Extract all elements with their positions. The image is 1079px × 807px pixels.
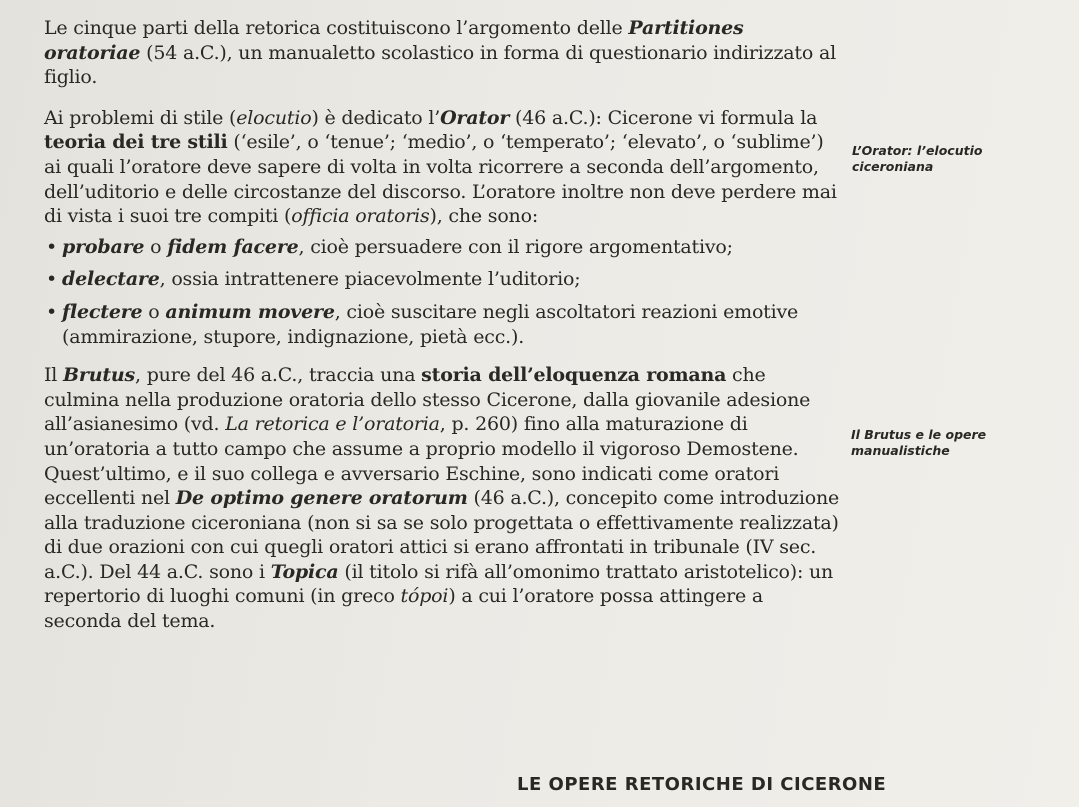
work-title: Orator — [440, 106, 510, 129]
term: fidem facere — [167, 235, 299, 258]
text: ), che sono: — [429, 205, 539, 228]
text: , cioè suscitare negli ascoltatori reazioni emotive (ammirazione, stupore, indignazione, pietà ecc.). — [62, 300, 799, 348]
work-title: Partitiones oratoriae — [44, 17, 744, 64]
text: , pure del 46 a.C., traccia una — [135, 364, 422, 387]
text: Ai problemi di stile ( — [44, 106, 237, 129]
text: , p. 260) fino alla maturazione di un’oratoria a tutto campo che assume a proprio modello il vigoroso Demostene. — [44, 413, 799, 460]
text: (46 a.C.): Cicerone vi formula la — [509, 106, 818, 129]
work-title: De optimo genere oratorum — [175, 487, 468, 510]
greek-term: tópoi — [400, 585, 449, 608]
latin-term: officia oratoris — [291, 205, 430, 228]
key-concept: storia dell’eloquenza romana — [421, 364, 727, 387]
sidenote-orator: L’Orator: l’elocutio ciceroniana — [852, 143, 983, 174]
officia-list — [44, 235, 844, 349]
list-item — [44, 235, 844, 260]
paragraph-brutus — [44, 363, 844, 461]
text: (46 a.C.), concepito come introduzione alla traduzione ciceroniana (non si sa se solo progettata o effettivamente realizzata) di due orazioni con cui quegli oratori attici si erano affrontati in tribunale (IV sec. a.C.). Del 44 a.C. sono i — [44, 487, 840, 583]
text: ) è dedicato l’ — [311, 106, 441, 129]
text: ) a cui l’oratore possa attingere a seconda del tema. — [44, 585, 764, 633]
text: Quest’ultimo, e il suo collega e avversario Eschine, sono indicati come oratori eccellenti nel — [44, 462, 780, 510]
text: , ossia intrattenere piacevolmente l’uditorio; — [159, 268, 581, 291]
term: animum movere — [165, 300, 335, 323]
cross-reference: La retorica e l’oratoria — [225, 413, 440, 436]
work-title: Topica — [270, 560, 339, 583]
paragraph-de-optimo — [44, 462, 844, 634]
text: (‘esile’, o ‘tenue’; ‘medio’, o ‘temperato’; ‘elevato’, o ‘sublime’) ai quali l’oratore deve sapere di volta in volta ricorrere a seconda dell’argomento, dell’uditorio e delle circostanze del discorso. L’oratore inoltre non deve perdere mai di vista i suoi tre compiti ( — [44, 131, 837, 228]
list-item — [44, 267, 844, 292]
paragraph-orator — [44, 106, 844, 229]
section-heading: LE OPERE RETORICHE DI CICERONE — [517, 774, 887, 795]
list-item — [44, 300, 844, 349]
text: o — [144, 235, 168, 258]
main-text-column — [44, 16, 844, 634]
text: (54 a.C.), un manualetto scolastico in forma di questionario indirizzato al figlio. — [44, 41, 836, 89]
text: , cioè persuadere con il rigore argomentativo; — [298, 235, 733, 258]
text: che culmina nella produzione oratoria dello stesso Cicerone, dalla giovanile adesione all’asianesimo (vd. — [44, 364, 811, 436]
term: flectere — [62, 300, 143, 323]
text: o — [142, 300, 166, 323]
text: Il — [44, 364, 64, 387]
key-concept: teoria dei tre stili — [44, 131, 228, 154]
paragraph-partitiones — [44, 16, 844, 90]
text: (il titolo si rifà all’omonimo trattato aristotelico): un repertorio di luoghi comuni (in greco — [44, 560, 834, 608]
term: probare — [62, 235, 145, 258]
text: Le cinque parti della retorica costituiscono l’argomento delle — [44, 17, 629, 39]
sidenote-brutus: Il Brutus e le opere manualistiche — [851, 427, 987, 458]
term: delectare — [62, 268, 160, 291]
work-title: Brutus — [63, 364, 136, 387]
latin-term: elocutio — [236, 106, 312, 129]
